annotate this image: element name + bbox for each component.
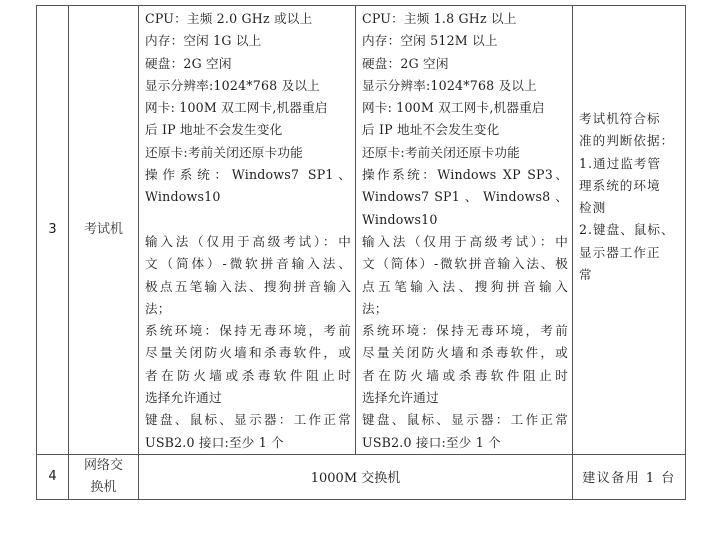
remark-line: 显示器工作正 — [579, 244, 661, 260]
spec-line-sysenv-cont-2: 者在防火墙或杀毒软件阻止时 — [362, 367, 568, 383]
row-number-cell: 3 — [37, 6, 69, 455]
spec-line-disk: 硬盘：2G 空闲 — [362, 55, 449, 71]
spec-line-restore-card: 还原卡:考前关闭还原卡功能 — [145, 144, 303, 160]
table-row-exam-machine — [37, 6, 686, 455]
spec-line-memory: 内存：空闲 512M 以上 — [362, 33, 498, 49]
spec-line-ime-cont-2: 极点五笔输入法、搜狗拼音输入 — [145, 278, 351, 294]
spec-line-ime: 输入法（仅用于高级考试）：中 — [362, 233, 568, 249]
remark-line: 1.通过监考管 — [579, 155, 661, 171]
row-number-cell: 4 — [37, 454, 69, 499]
spec-line-sysenv-cont-1: 尽量关闭防火墙和杀毒软件，或 — [145, 345, 351, 361]
device-name-line: 换机 — [90, 479, 117, 495]
spec-line-os-cont-2: Windows10 — [362, 211, 438, 227]
spec-line-ime-cont-3: 法； — [145, 300, 171, 316]
spec-line-sysenv-cont-3: 选择允许通过 — [362, 390, 439, 406]
spec-line-ime: 输入法（仅用于高级考试）：中 — [145, 233, 351, 249]
spec-line-restore-card: 还原卡:考前关闭还原卡功能 — [362, 144, 520, 160]
spec-line-ime-cont-1: 文（简体）-微软拼音输入法、 — [145, 256, 351, 272]
remark-line: 考试机符合标 — [579, 111, 661, 126]
spec-line-usb: USB2.0 接口:至少 1 个 — [145, 434, 284, 450]
spec-line-os-cont-1: Windows7 SP1 、 Windows8 、 — [362, 189, 568, 205]
spec-line-nic-cont: 后 IP 地址不会发生变化 — [362, 122, 500, 138]
spec-line-resolution: 显示分辨率:1024*768 及以上 — [362, 77, 537, 93]
spec-line-blank — [145, 209, 351, 231]
spec-line-sysenv: 系统环境：保持无毒环境，考前 — [362, 323, 568, 339]
table-row-network-switch — [37, 454, 686, 499]
remark-line: 2.键盘、鼠标、 — [579, 222, 675, 238]
minimum-config-cell — [356, 6, 573, 455]
spec-line-sysenv-cont-3: 选择允许通过 — [145, 390, 222, 406]
device-name-cell — [69, 454, 139, 499]
spec-line-ime-cont-1: 文（简体）-微软拼音输入法、极 — [362, 256, 568, 272]
remark-cell — [573, 6, 686, 455]
spec-line-cpu: CPU：主频 2.0 GHz 或以上 — [145, 11, 313, 26]
device-name-line: 网络交 — [83, 457, 123, 473]
spec-line-memory: 内存：空闲 1G 以上 — [145, 33, 262, 49]
spec-line-sysenv: 系统环境：保持无毒环境，考前 — [145, 323, 351, 339]
spec-line-peripherals: 键盘、鼠标、显示器：工作正常 — [145, 412, 351, 428]
switch-spec-cell: 1000M 交换机 — [139, 454, 573, 499]
spec-line-os: 操作系统：Windows XP SP3、 — [362, 167, 568, 183]
spec-line-nic: 网卡: 100M 双工网卡,机器重启 — [362, 100, 545, 116]
remark-line: 准的判断依据： — [579, 133, 675, 149]
remark-line: 理系统的环境 — [579, 177, 661, 193]
spec-line-ime-cont-2: 点五笔输入法、搜狗拼音输入 — [362, 278, 568, 294]
spec-line-nic: 网卡: 100M 双工网卡,机器重启 — [145, 100, 328, 116]
spec-line-os-cont: Windows10 — [145, 189, 221, 205]
device-name-cell: 考试机 — [69, 6, 139, 455]
spec-line-ime-cont-3: 法； — [362, 300, 388, 316]
spec-line-usb: USB2.0 接口:至少 1 个 — [362, 434, 501, 450]
spec-line-peripherals: 键盘、鼠标、显示器：工作正常 — [362, 412, 568, 428]
spec-line-os: 操作系统：Windows7 SP1、 — [145, 167, 351, 183]
remark-line: 检测 — [579, 200, 607, 216]
equipment-spec-table — [36, 5, 686, 500]
spec-line-sysenv-cont-2: 者在防火墙或杀毒软件阻止时 — [145, 367, 351, 383]
spec-line-disk: 硬盘：2G 空闲 — [145, 55, 232, 71]
remark-line: 常 — [579, 267, 593, 283]
spec-line-sysenv-cont-1: 尽量关闭防火墙和杀毒软件，或 — [362, 345, 568, 361]
spec-line-cpu: CPU：主频 1.8 GHz 以上 — [362, 11, 517, 26]
spec-line-nic-cont: 后 IP 地址不会发生变化 — [145, 122, 283, 138]
remark-block — [579, 108, 681, 286]
spec-line-resolution: 显示分辨率:1024*768 及以上 — [145, 77, 320, 93]
recommended-config-cell — [139, 6, 356, 455]
remark-cell: 建议备用 1 台 — [573, 454, 686, 499]
